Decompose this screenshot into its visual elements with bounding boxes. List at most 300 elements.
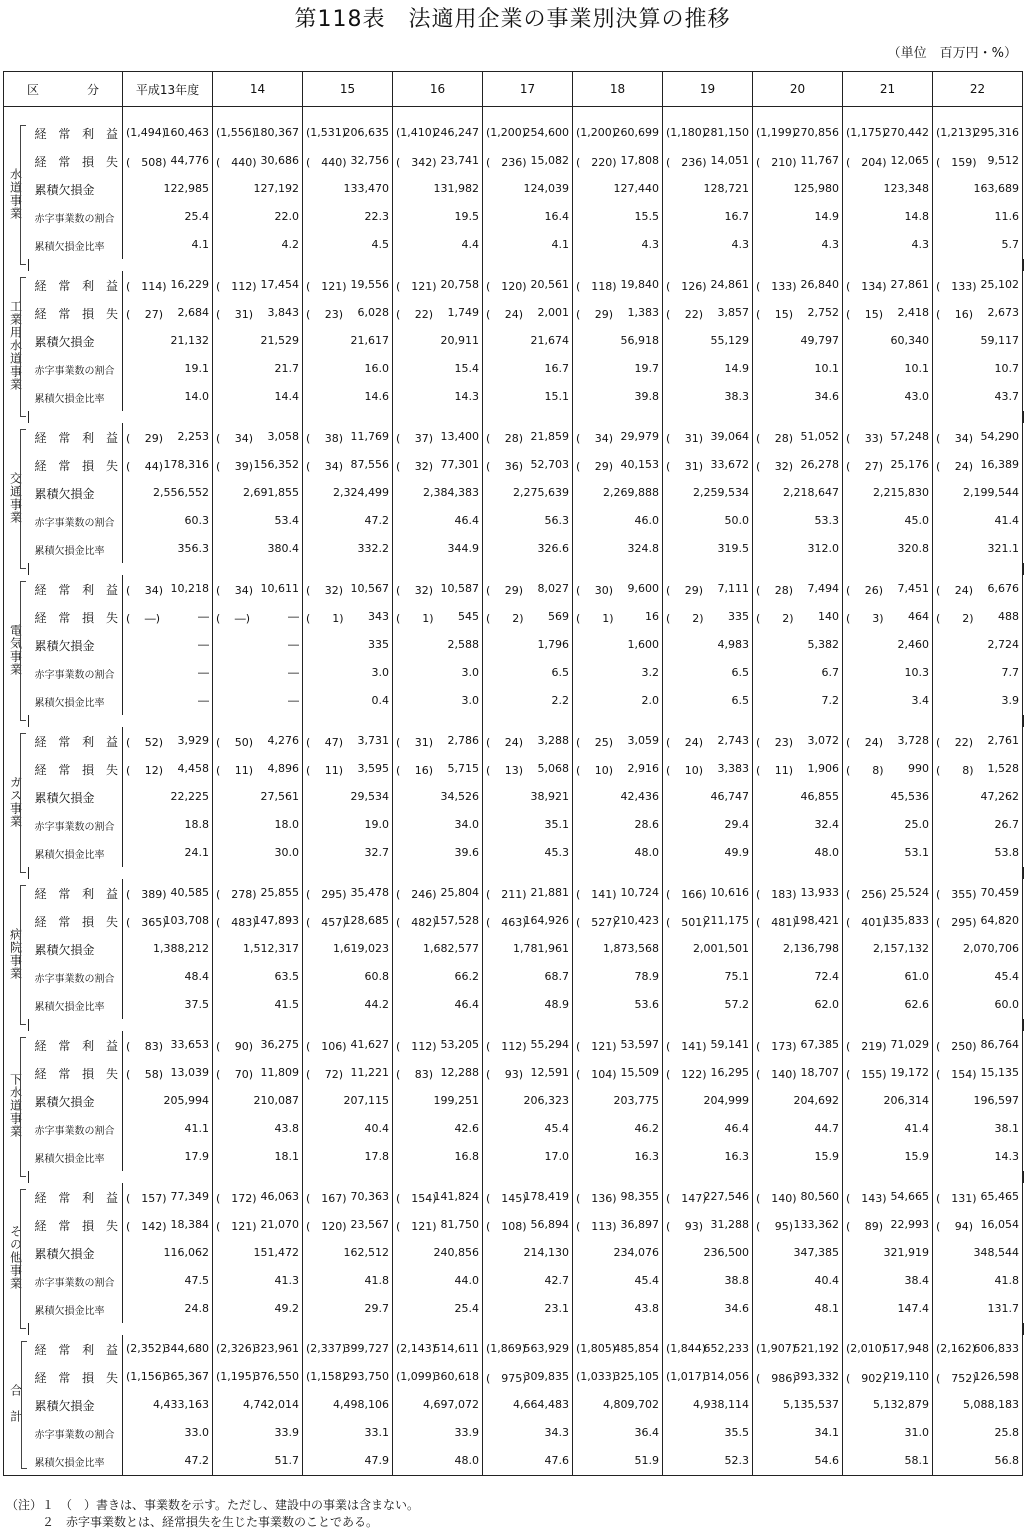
cell-value: 2,215,830	[872, 486, 929, 499]
cell-value: 3,929	[177, 734, 209, 747]
cell-value: 45.3	[544, 846, 569, 859]
cell-value: 6.5	[551, 666, 569, 679]
data-cell	[752, 175, 842, 203]
cell-value: 4,664,483	[512, 1398, 569, 1411]
business-count: ( 141)	[575, 888, 617, 901]
data-cell	[932, 1363, 1022, 1391]
cell-value: 75.1	[724, 970, 749, 983]
business-count: (1,869)	[485, 1342, 527, 1355]
cell-value: 13,039	[170, 1066, 209, 1079]
cell-value: 140	[817, 610, 839, 623]
table-row	[4, 1211, 1024, 1239]
table-row	[4, 327, 1024, 355]
table-row	[4, 687, 1024, 715]
business-count: ( 32)	[395, 584, 434, 597]
data-cell	[752, 687, 842, 715]
data-cell	[482, 423, 572, 451]
data-cell	[932, 879, 1022, 907]
business-count: ( 457)	[305, 916, 347, 929]
business-count: ( 15)	[845, 308, 884, 321]
business-count: ( 482)	[395, 916, 437, 929]
business-count: ( 463)	[485, 916, 527, 929]
table-row	[4, 1087, 1024, 1115]
cell-value: 17.9	[184, 1150, 209, 1163]
data-cell	[842, 783, 932, 811]
header-year: 22	[932, 72, 1022, 107]
data-cell	[752, 1447, 842, 1476]
data-cell	[392, 147, 482, 175]
business-count: ( 114)	[125, 280, 167, 293]
cell-value: 365,367	[163, 1370, 209, 1383]
business-count: ( 95)	[755, 1220, 794, 1233]
data-cell	[212, 535, 302, 563]
data-cell	[212, 687, 302, 715]
cell-value: 40,153	[620, 458, 659, 471]
cell-value: 60.8	[364, 970, 389, 983]
data-cell	[932, 991, 1022, 1019]
business-count: ( 210)	[755, 156, 797, 169]
section-gap	[4, 867, 1024, 879]
cell-value: 517,948	[883, 1342, 929, 1355]
data-cell	[122, 659, 212, 687]
business-count: ( 29)	[665, 584, 704, 597]
data-cell	[932, 1447, 1022, 1476]
table-row	[4, 935, 1024, 963]
cell-value: 122,985	[163, 182, 209, 195]
data-cell	[572, 907, 662, 935]
cell-value: 6.7	[821, 666, 839, 679]
data-cell	[392, 727, 482, 755]
cell-value: 6,028	[357, 306, 389, 319]
business-count: ( 236)	[665, 156, 707, 169]
data-cell	[482, 327, 572, 355]
cell-value: 29.4	[724, 818, 749, 831]
business-count: ( 70)	[215, 1068, 254, 1081]
business-count: ( 34)	[305, 460, 344, 473]
bracket-decoration	[20, 733, 26, 873]
business-count: ( 147)	[665, 1192, 707, 1205]
business-count: ( 26)	[845, 584, 884, 597]
cell-value: 68.7	[544, 970, 569, 983]
data-cell	[572, 1295, 662, 1323]
cell-value: 2,384,383	[422, 486, 479, 499]
cell-value: 399,727	[343, 1342, 389, 1355]
business-count: ( 106)	[305, 1040, 347, 1053]
data-cell	[212, 575, 302, 603]
row-label: 赤字事業数の割合	[29, 355, 123, 383]
cell-value: 34.1	[814, 1426, 839, 1439]
data-cell	[932, 1295, 1022, 1323]
row-label: 経 常 損 失	[29, 1363, 123, 1391]
data-cell	[302, 1267, 392, 1295]
data-cell	[752, 119, 842, 147]
cell-value: 135,833	[883, 914, 929, 927]
data-cell	[572, 727, 662, 755]
data-cell	[842, 231, 932, 259]
data-cell	[122, 1031, 212, 1059]
row-label: 累積欠損金	[29, 935, 123, 963]
data-cell	[662, 603, 752, 631]
section-name-cell	[4, 1183, 29, 1335]
business-count: ( 975)	[485, 1372, 527, 1385]
cell-value: 67,385	[800, 1038, 839, 1051]
cell-value: 124,039	[523, 182, 569, 195]
cell-value: 210,423	[613, 914, 659, 927]
business-count: ( 29)	[485, 584, 524, 597]
cell-value: 4,433,163	[152, 1398, 209, 1411]
cell-value: 14.8	[904, 210, 929, 223]
cell-value: 21,859	[530, 430, 569, 443]
data-cell	[392, 755, 482, 783]
data-cell	[482, 355, 572, 383]
data-cell	[932, 175, 1022, 203]
data-cell	[392, 479, 482, 507]
cell-value: 1,796	[537, 638, 569, 651]
business-count: ( 121)	[215, 1220, 257, 1233]
data-cell	[932, 1239, 1022, 1267]
data-cell	[662, 1295, 752, 1323]
section-gap	[4, 1171, 1024, 1183]
business-count: ( 236)	[485, 156, 527, 169]
data-cell	[302, 479, 392, 507]
business-count: ( 58)	[125, 1068, 164, 1081]
table-row	[4, 603, 1024, 631]
business-count: ( 183)	[755, 888, 797, 901]
data-cell	[212, 603, 302, 631]
data-cell	[212, 659, 302, 687]
data-cell	[842, 1447, 932, 1476]
data-cell	[752, 535, 842, 563]
section-gap	[4, 1323, 1024, 1335]
data-cell	[572, 1143, 662, 1171]
cell-value: 65,465	[980, 1190, 1019, 1203]
data-cell	[932, 603, 1022, 631]
data-cell	[842, 1363, 932, 1391]
footnote-1: （注）１ （ ）書きは、事業数を示す。ただし、建設中の事業は含まない。	[6, 1498, 420, 1512]
cell-value: 44,776	[170, 154, 209, 167]
cell-value: 48.9	[544, 998, 569, 1011]
data-cell	[932, 535, 1022, 563]
cell-value: 39.8	[634, 390, 659, 403]
data-cell	[302, 355, 392, 383]
data-cell	[212, 1267, 302, 1295]
data-cell	[482, 659, 572, 687]
data-cell	[572, 175, 662, 203]
cell-value: 15,509	[620, 1066, 659, 1079]
cell-value: 42.6	[454, 1122, 479, 1135]
data-cell	[482, 271, 572, 299]
cell-value: 1,682,577	[422, 942, 479, 955]
cell-value: 78.9	[634, 970, 659, 983]
data-cell	[662, 1267, 752, 1295]
business-count: ( 31)	[215, 308, 254, 321]
cell-value: 70,459	[980, 886, 1019, 899]
row-label: 累積欠損金	[29, 175, 123, 203]
cell-value: 15.4	[454, 362, 479, 375]
data-cell	[572, 1059, 662, 1087]
bracket-decoration	[20, 125, 26, 265]
business-count: ( 211)	[485, 888, 527, 901]
cell-value: 376,550	[253, 1370, 299, 1383]
data-cell	[122, 451, 212, 479]
data-cell	[122, 1267, 212, 1295]
data-cell	[842, 879, 932, 907]
cell-value: 46,063	[260, 1190, 299, 1203]
cell-value: 53,597	[620, 1038, 659, 1051]
data-cell	[662, 203, 752, 231]
cell-value: 25,804	[440, 886, 479, 899]
business-count: (1,175)	[845, 126, 887, 139]
data-cell	[212, 1143, 302, 1171]
cell-value: 14.9	[724, 362, 749, 375]
cell-value: 3.0	[371, 666, 389, 679]
data-cell	[662, 1143, 752, 1171]
cell-value: 22.0	[274, 210, 299, 223]
cell-value: 2,001	[537, 306, 569, 319]
data-cell	[302, 935, 392, 963]
cell-value: 35.5	[724, 1426, 749, 1439]
data-cell	[482, 1335, 572, 1363]
cell-value: 321,919	[883, 1246, 929, 1259]
cell-value: 7.7	[1001, 666, 1019, 679]
business-count: (1,494)	[125, 126, 167, 139]
data-cell	[662, 479, 752, 507]
data-cell	[212, 299, 302, 327]
data-cell	[392, 907, 482, 935]
cell-value: 1,906	[807, 762, 839, 775]
business-count: ( 440)	[215, 156, 257, 169]
cell-value: 53.1	[904, 846, 929, 859]
section-gap	[4, 563, 1024, 575]
cell-value: 47.6	[544, 1454, 569, 1467]
data-cell	[752, 783, 842, 811]
data-cell	[212, 423, 302, 451]
cell-value: 3,728	[897, 734, 929, 747]
data-cell	[842, 119, 932, 147]
data-cell	[392, 1143, 482, 1171]
business-count: ( 140)	[755, 1068, 797, 1081]
cell-value: 26.7	[994, 818, 1019, 831]
data-cell	[212, 383, 302, 411]
cell-value: 10.7	[994, 362, 1019, 375]
cell-value: 21.7	[274, 362, 299, 375]
cell-value: 25.4	[454, 1302, 479, 1315]
cell-value: 49.2	[274, 1302, 299, 1315]
row-label: 累積欠損金比率	[29, 1143, 123, 1171]
data-cell	[482, 147, 572, 175]
cell-value: 19.5	[454, 210, 479, 223]
cell-value: 210,087	[253, 1094, 299, 1107]
data-cell	[392, 783, 482, 811]
cell-value: 4,458	[177, 762, 209, 775]
business-count: ( 2)	[485, 612, 524, 625]
table-row	[4, 631, 1024, 659]
cell-value: 21,132	[170, 334, 209, 347]
header-year: 20	[752, 72, 842, 107]
data-cell	[212, 1183, 302, 1211]
business-count: ( 220)	[575, 156, 617, 169]
business-count: (1,199)	[755, 126, 797, 139]
cell-value: 53.8	[994, 846, 1019, 859]
data-cell	[752, 1239, 842, 1267]
cell-value: 18.8	[184, 818, 209, 831]
table-row	[4, 271, 1024, 299]
data-cell	[212, 479, 302, 507]
data-cell	[662, 175, 752, 203]
cell-value: 2,724	[987, 638, 1019, 651]
data-cell	[212, 1087, 302, 1115]
cell-value: 14.4	[274, 390, 299, 403]
data-cell	[752, 355, 842, 383]
cell-value: 4.5	[371, 238, 389, 251]
data-cell	[122, 1211, 212, 1239]
cell-value: 48.0	[634, 846, 659, 859]
data-cell	[212, 1115, 302, 1143]
cell-value: 14.6	[364, 390, 389, 403]
cell-value: 48.0	[454, 1454, 479, 1467]
data-cell	[662, 231, 752, 259]
cell-value: 141,824	[433, 1190, 479, 1203]
data-cell	[842, 575, 932, 603]
cell-value: 13,400	[440, 430, 479, 443]
data-cell	[392, 271, 482, 299]
business-count: (1,200)	[485, 126, 527, 139]
cell-value: 38.8	[724, 1274, 749, 1287]
data-cell	[392, 879, 482, 907]
cell-value: 203,775	[613, 1094, 659, 1107]
business-count: ( 44)	[125, 460, 164, 473]
cell-value: 131,982	[433, 182, 479, 195]
cell-value: 2,418	[897, 306, 929, 319]
business-count: ( 24)	[485, 308, 524, 321]
bracket-decoration	[20, 1037, 26, 1177]
cell-value: 15,082	[530, 154, 569, 167]
cell-value: 16.3	[724, 1150, 749, 1163]
data-cell	[122, 727, 212, 755]
business-count: ( 22)	[935, 736, 974, 749]
data-cell	[662, 1239, 752, 1267]
cell-value: 18,707	[800, 1066, 839, 1079]
data-cell	[302, 839, 392, 867]
cell-value: 25.8	[994, 1426, 1019, 1439]
data-cell	[572, 1391, 662, 1419]
data-cell	[842, 507, 932, 535]
business-count: ( 50)	[215, 736, 254, 749]
cell-value: 2,743	[717, 734, 749, 747]
cell-value: 4,809,702	[602, 1398, 659, 1411]
business-count: ( 501)	[665, 916, 707, 929]
data-cell	[212, 231, 302, 259]
cell-value: 11.6	[994, 210, 1019, 223]
business-count: ( 1)	[305, 612, 344, 625]
data-cell	[572, 383, 662, 411]
cell-value: 234,076	[613, 1246, 659, 1259]
cell-value: 19,840	[620, 278, 659, 291]
data-cell	[932, 1267, 1022, 1295]
business-count: ( 94)	[935, 1220, 974, 1233]
business-count: ( 527)	[575, 916, 617, 929]
cell-value: 2,556,552	[152, 486, 209, 499]
cell-value: 86,764	[980, 1038, 1019, 1051]
data-cell	[482, 1143, 572, 1171]
data-cell	[212, 839, 302, 867]
data-cell	[662, 423, 752, 451]
section-name-cell	[4, 271, 29, 423]
section-gap	[4, 715, 1024, 727]
table-row	[4, 575, 1024, 603]
data-cell	[482, 1183, 572, 1211]
data-cell	[662, 575, 752, 603]
data-cell	[392, 299, 482, 327]
business-count: ( 24)	[665, 736, 704, 749]
data-cell	[212, 811, 302, 839]
cell-value: 44.7	[814, 1122, 839, 1135]
cell-value: 27,561	[260, 790, 299, 803]
cell-value: 48.1	[814, 1302, 839, 1315]
cell-value: 12,591	[530, 1066, 569, 1079]
data-cell	[482, 1295, 572, 1323]
data-cell	[302, 603, 392, 631]
cell-value: 4,498,106	[332, 1398, 389, 1411]
data-cell	[302, 1335, 392, 1363]
table-row	[4, 355, 1024, 383]
business-count: ( 295)	[305, 888, 347, 901]
data-cell	[122, 963, 212, 991]
cell-value: 7,451	[897, 582, 929, 595]
business-count: ( 481)	[755, 916, 797, 929]
business-count: ( 173)	[755, 1040, 797, 1053]
data-cell	[572, 963, 662, 991]
business-count: (1,844)	[665, 1342, 707, 1355]
data-cell	[572, 203, 662, 231]
header-year: 15	[302, 72, 392, 107]
data-cell	[302, 507, 392, 535]
cell-value: 1,600	[627, 638, 659, 651]
cell-value: 77,301	[440, 458, 479, 471]
data-cell	[482, 631, 572, 659]
data-cell	[572, 839, 662, 867]
cell-value: 147,893	[253, 914, 299, 927]
cell-value: 15.9	[814, 1150, 839, 1163]
cell-value: 36,897	[620, 1218, 659, 1231]
cell-value: 14,051	[710, 154, 749, 167]
row-label: 累積欠損金比率	[29, 687, 123, 715]
business-count: ( 508)	[125, 156, 167, 169]
data-cell	[572, 1183, 662, 1211]
business-count: (1,158)	[305, 1370, 347, 1383]
cell-value: 72.4	[814, 970, 839, 983]
business-count: ( 167)	[305, 1192, 347, 1205]
business-count: ( 38)	[305, 432, 344, 445]
cell-value: 1,873,568	[602, 942, 659, 955]
cell-value: 18.1	[274, 1150, 299, 1163]
cell-value: 1,749	[447, 306, 479, 319]
data-cell	[932, 1143, 1022, 1171]
data-cell	[212, 451, 302, 479]
data-cell	[842, 811, 932, 839]
bracket-decoration	[20, 581, 26, 721]
section-name-cell	[4, 575, 29, 727]
business-count: ( 133)	[755, 280, 797, 293]
cell-value: ―	[287, 694, 299, 707]
cell-value: 563,929	[523, 1342, 569, 1355]
data-cell	[482, 479, 572, 507]
data-cell	[572, 327, 662, 355]
cell-value: 44.2	[364, 998, 389, 1011]
data-cell	[302, 631, 392, 659]
data-cell	[302, 811, 392, 839]
header-year: 18	[572, 72, 662, 107]
